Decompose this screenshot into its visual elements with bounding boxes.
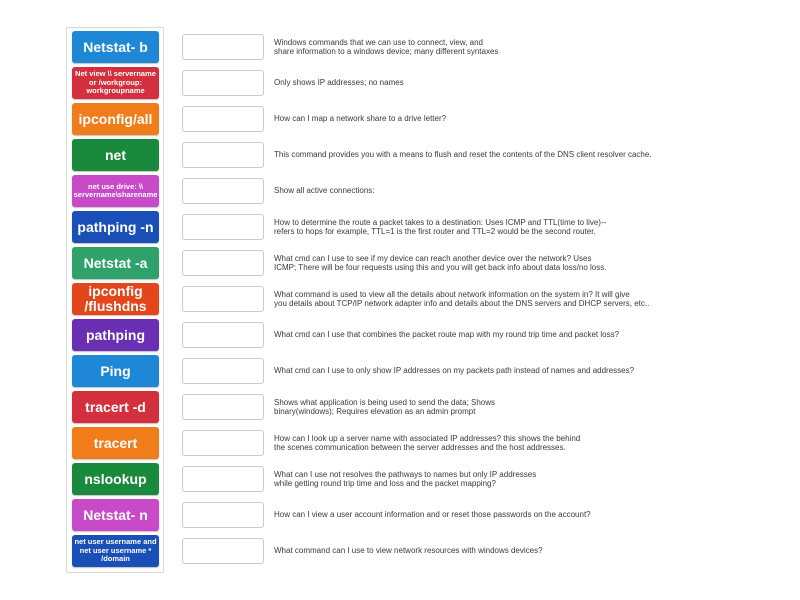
- definition-text: [274, 463, 714, 495]
- definition-text: [274, 283, 714, 315]
- definition-label: What cmd can I use to only show IP addresses on my packets path instead of names and addresses?: [274, 366, 635, 376]
- drop-slot[interactable]: [182, 106, 264, 132]
- answer-tile[interactable]: [72, 355, 159, 387]
- drop-slot[interactable]: [182, 394, 264, 420]
- definition-text: [274, 103, 714, 135]
- answer-tile[interactable]: [72, 427, 159, 459]
- definition-label: What cmd can I use that combines the packet route map with my round trip time and packet loss?: [274, 330, 620, 340]
- definition-text: [274, 427, 714, 459]
- drop-slot[interactable]: [182, 322, 264, 348]
- answer-tile-label: Ping: [100, 362, 131, 379]
- answer-tile-label: Netstat -a: [83, 254, 148, 271]
- definition-text: [274, 355, 714, 387]
- answer-tile-label: tracert -d: [85, 398, 146, 415]
- definition-label: Windows commands that we can use to connect, view, and share information to a windows device; many different syntaxes: [274, 37, 499, 56]
- answer-tile[interactable]: [72, 139, 159, 171]
- definition-label: Show all active connections:: [274, 186, 375, 196]
- answer-tile-label: tracert: [93, 434, 138, 451]
- answer-tile[interactable]: [72, 175, 159, 207]
- answer-tile-label: net user username and net user username * /domain: [74, 537, 157, 564]
- definition-text: [274, 139, 714, 171]
- answer-tile-label: pathping -n: [77, 218, 154, 235]
- drop-slot[interactable]: [182, 250, 264, 276]
- answer-tile-label: ipconfig/all: [78, 110, 153, 127]
- answer-tile[interactable]: [72, 319, 159, 351]
- definition-label: What command can I use to view network resources with windows devices?: [274, 546, 543, 556]
- answer-tile[interactable]: [72, 247, 159, 279]
- definition-text: [274, 319, 714, 351]
- definition-label: How can I view a user account information and or reset those passwords on the account?: [274, 510, 591, 520]
- definition-label: How can I look up a server name with associated IP addresses? this shows the behind the scenes communication between the server addresses and the host addresses.: [274, 433, 581, 452]
- definition-label: What cmd can I use to see if my device can reach another device over the network? Uses ICMP; There will be four requests using this and you will get back info about data loss/no loss.: [274, 253, 607, 272]
- answer-tile[interactable]: [72, 31, 159, 63]
- answer-tile[interactable]: [72, 391, 159, 423]
- answer-tile-label: net: [105, 146, 126, 163]
- definition-label: What can I use not resolves the pathways to names but only IP addresses while getting round trip time and loss and the packet mapping?: [274, 469, 537, 488]
- drop-slot[interactable]: [182, 430, 264, 456]
- definition-text: [274, 247, 714, 279]
- drop-slot[interactable]: [182, 286, 264, 312]
- definition-text: [274, 535, 714, 567]
- answer-tile[interactable]: [72, 103, 159, 135]
- drop-slot[interactable]: [182, 142, 264, 168]
- definition-text: [274, 391, 714, 423]
- answer-tile-label: Net view \\ servername or /workgroup: workgroupname: [75, 69, 156, 96]
- drop-slot[interactable]: [182, 214, 264, 240]
- drop-slot[interactable]: [182, 358, 264, 384]
- drop-slot[interactable]: [182, 178, 264, 204]
- answer-tile[interactable]: [72, 535, 159, 567]
- answer-tile-label: Netstat- b: [83, 38, 148, 55]
- definition-text: [274, 211, 714, 243]
- drop-slot[interactable]: [182, 466, 264, 492]
- drop-slot[interactable]: [182, 70, 264, 96]
- drop-slot[interactable]: [182, 34, 264, 60]
- definition-text: [274, 67, 714, 99]
- definition-label: How to determine the route a packet takes to a destination: Uses ICMP and TTL(time to live)-- refers to hops for example, TTL=1 is the first router and TTL=2 would be the second router.: [274, 217, 607, 236]
- definition-text: [274, 175, 714, 207]
- definition-label: How can I map a network share to a drive letter?: [274, 114, 447, 124]
- answer-tile-label: net use drive: \\ servername\sharename: [73, 181, 158, 199]
- definition-text: [274, 499, 714, 531]
- drop-slot[interactable]: [182, 502, 264, 528]
- definition-label: This command provides you with a means to flush and reset the contents of the DNS client resolver cache.: [274, 150, 652, 160]
- answer-tile[interactable]: [72, 463, 159, 495]
- definition-label: Only shows IP addresses; no names: [274, 78, 404, 88]
- answer-tile[interactable]: [72, 67, 159, 99]
- answer-tile-label: Netstat- n: [83, 506, 148, 523]
- definition-label: Shows what application is being used to send the data; Shows binary(windows); Requires elevation as an admin prompt: [274, 397, 496, 416]
- answer-tile-label: ipconfig /flushdns: [84, 283, 147, 314]
- answer-tile[interactable]: [72, 211, 159, 243]
- drop-slot[interactable]: [182, 538, 264, 564]
- answer-tile[interactable]: [72, 283, 159, 315]
- definition-label: What command is used to view all the details about network information on the system in? It will give you details about TCP/IP network adapter info and details about the DNS servers and DHCP servers, etc..: [274, 289, 650, 308]
- answer-tile-label: pathping: [85, 326, 146, 343]
- answer-tile[interactable]: [72, 499, 159, 531]
- definition-text: [274, 31, 714, 63]
- answer-tile-label: nslookup: [84, 470, 147, 487]
